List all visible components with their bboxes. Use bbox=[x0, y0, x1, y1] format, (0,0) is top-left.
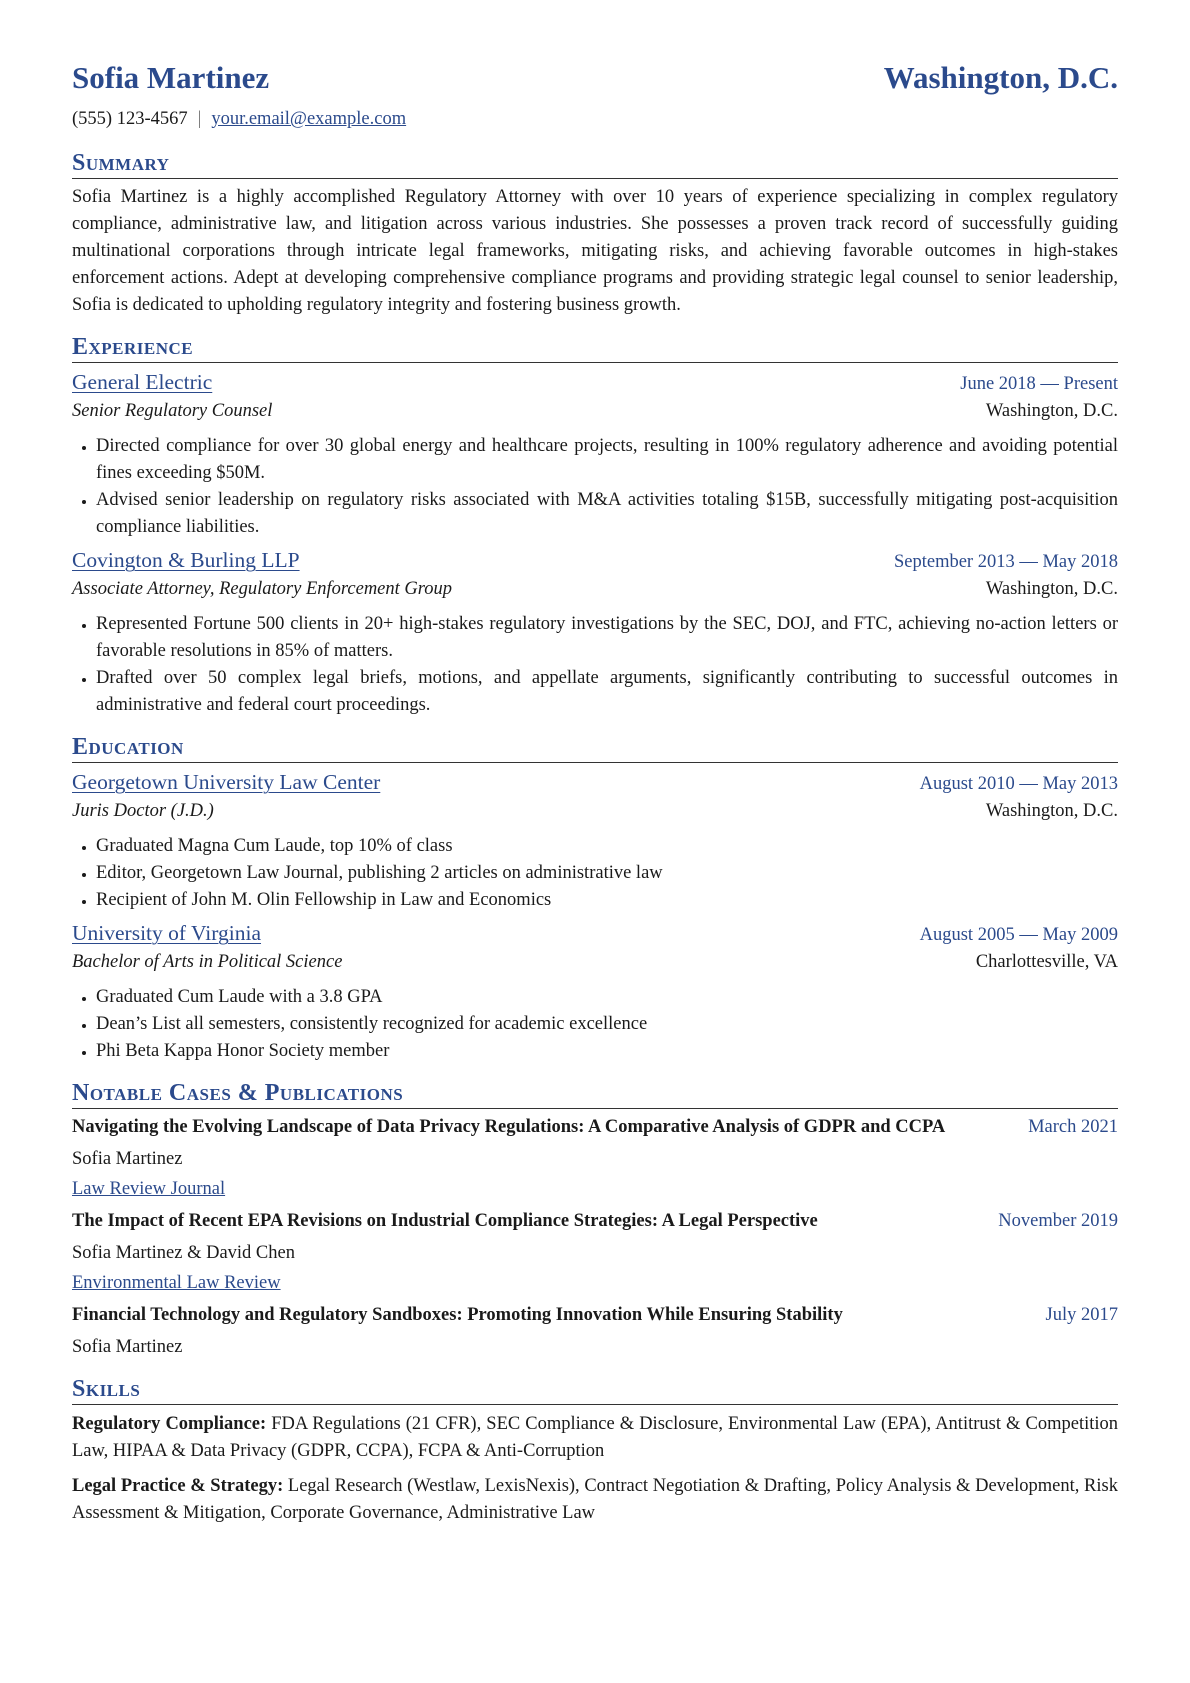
bullet-list bbox=[72, 833, 1118, 914]
experience-entry bbox=[72, 545, 1118, 719]
publication-authors: Sofia Martinez & David Chen bbox=[72, 1243, 295, 1263]
email-link[interactable]: your.email@example.com bbox=[211, 109, 407, 129]
degree: Juris Doctor (J.D.) bbox=[72, 801, 214, 821]
job-title: Senior Regulatory Counsel bbox=[72, 401, 273, 421]
study-dates: August 2010 — May 2013 bbox=[919, 774, 1118, 794]
publication-authors: Sofia Martinez bbox=[72, 1149, 183, 1169]
bullet-item: • Graduated Cum Laude with a 3.8 GPA bbox=[96, 984, 1118, 1011]
school-location: Washington, D.C. bbox=[985, 801, 1118, 821]
experience-section bbox=[72, 333, 1118, 719]
contact-separator: | bbox=[197, 109, 202, 129]
skill-group bbox=[72, 1473, 1118, 1527]
candidate-name: Sofia Martinez bbox=[72, 60, 270, 95]
bullet-list bbox=[72, 611, 1118, 719]
summary-section bbox=[72, 149, 1118, 319]
skills-section bbox=[72, 1375, 1118, 1527]
header-location: Washington, D.C. bbox=[883, 60, 1118, 95]
skill-group-items: Legal Research (Westlaw, LexisNexis), Contract Negotiation & Drafting, Policy Analysis & Development, Risk Assessment & Mitigation, Corporate Governance, Administrative Law bbox=[72, 1476, 1118, 1523]
publication-venue-link[interactable]: Law Review Journal bbox=[72, 1179, 226, 1199]
bullet-item: • Directed compliance for over 30 global energy and healthcare projects, resulting in 100% regulatory adherence and avoiding potential fines exceeding $50M. bbox=[96, 433, 1118, 487]
publication-title: The Impact of Recent EPA Revisions on Industrial Compliance Strategies: A Legal Perspective bbox=[72, 1211, 818, 1231]
education-entry bbox=[72, 918, 1118, 1065]
publication-date: March 2021 bbox=[1028, 1117, 1118, 1137]
publication-title: Financial Technology and Regulatory Sandboxes: Promoting Innovation While Ensuring Stability bbox=[72, 1305, 843, 1325]
bullet-item: • Drafted over 50 complex legal briefs, motions, and appellate arguments, significantly contributing to successful outcomes in administrative and federal court proceedings. bbox=[96, 665, 1118, 719]
skill-group-items: FDA Regulations (21 CFR), SEC Compliance & Disclosure, Environmental Law (EPA), Antitrust & Competition Law, HIPAA & Data Privacy (GDPR, CCPA), FCPA & Anti-Corruption bbox=[72, 1414, 1119, 1461]
skill-group-label: Legal Practice & Strategy: bbox=[72, 1476, 284, 1496]
summary-text: Sofia Martinez is a highly accomplished Regulatory Attorney with over 10 years of experience specializing in complex regulatory compliance, administrative law, and litigation across various industries. She possesses a proven track record of successfully guiding multinational corporations through intricate legal frameworks, mitigating risks, and achieving favorable outcomes in high-stakes enforcement actions. Adept at developing comprehensive compliance programs and providing strategic legal counsel to senior leadership, Sofia is dedicated to upholding regulatory integrity and fostering business growth. bbox=[72, 187, 1118, 315]
job-title: Associate Attorney, Regulatory Enforcement Group bbox=[72, 579, 453, 599]
publication-venue-link[interactable]: Environmental Law Review bbox=[72, 1273, 281, 1293]
publication-entry bbox=[72, 1114, 1118, 1203]
skill-group bbox=[72, 1411, 1118, 1465]
bullet-item: • Dean’s List all semesters, consistently recognized for academic excellence bbox=[96, 1011, 1118, 1038]
employment-dates: September 2013 — May 2018 bbox=[893, 552, 1118, 572]
skill-group-label: Regulatory Compliance: bbox=[72, 1414, 267, 1434]
school-link[interactable]: Georgetown University Law Center bbox=[72, 770, 381, 794]
employer-link[interactable]: General Electric bbox=[72, 370, 213, 394]
employment-dates: June 2018 — Present bbox=[960, 374, 1118, 394]
section-title-summary: Summary bbox=[72, 149, 1118, 179]
publications-section bbox=[72, 1079, 1118, 1361]
bullet-item: • Editor, Georgetown Law Journal, publishing 2 articles on administrative law bbox=[96, 860, 1118, 887]
publication-authors: Sofia Martinez bbox=[72, 1337, 183, 1357]
publication-entry bbox=[72, 1302, 1118, 1361]
education-section bbox=[72, 733, 1118, 1065]
bullet-item: • Phi Beta Kappa Honor Society member bbox=[96, 1038, 1118, 1065]
section-title-education: Education bbox=[72, 733, 1118, 763]
education-entry bbox=[72, 767, 1118, 914]
section-title-publications: Notable Cases & Publications bbox=[72, 1079, 1118, 1109]
job-location: Washington, D.C. bbox=[985, 401, 1118, 421]
section-title-experience: Experience bbox=[72, 333, 1118, 363]
publication-date: July 2017 bbox=[1045, 1305, 1118, 1325]
resume-content bbox=[72, 58, 1118, 1527]
bullet-item: • Recipient of John M. Olin Fellowship in Law and Economics bbox=[96, 887, 1118, 914]
publication-date: November 2019 bbox=[998, 1211, 1118, 1231]
degree: Bachelor of Arts in Political Science bbox=[72, 952, 343, 972]
study-dates: August 2005 — May 2009 bbox=[919, 925, 1118, 945]
section-title-skills: Skills bbox=[72, 1375, 1118, 1405]
bullet-item: • Advised senior leadership on regulatory risks associated with M&A activities totaling $15B, successfully mitigating post-acquisition compliance liabilities. bbox=[96, 487, 1118, 541]
publication-entry bbox=[72, 1208, 1118, 1297]
job-location: Washington, D.C. bbox=[985, 579, 1118, 599]
resume-header bbox=[72, 58, 1118, 98]
school-location: Charlottesville, VA bbox=[975, 952, 1118, 972]
experience-entry bbox=[72, 367, 1118, 541]
school-link[interactable]: University of Virginia bbox=[72, 921, 262, 945]
bullet-list bbox=[72, 984, 1118, 1065]
contact-line bbox=[72, 106, 1118, 133]
phone-number: (555) 123-4567 bbox=[72, 109, 188, 129]
employer-link[interactable]: Covington & Burling LLP bbox=[72, 548, 300, 572]
bullet-list bbox=[72, 433, 1118, 541]
bullet-item: • Represented Fortune 500 clients in 20+ high-stakes regulatory investigations by the SEC, DOJ, and FTC, achieving no-action letters or favorable resolutions in 85% of matters. bbox=[96, 611, 1118, 665]
publication-title: Navigating the Evolving Landscape of Data Privacy Regulations: A Comparative Analysis of GDPR and CCPA bbox=[72, 1117, 946, 1137]
bullet-item: • Graduated Magna Cum Laude, top 10% of class bbox=[96, 833, 1118, 860]
